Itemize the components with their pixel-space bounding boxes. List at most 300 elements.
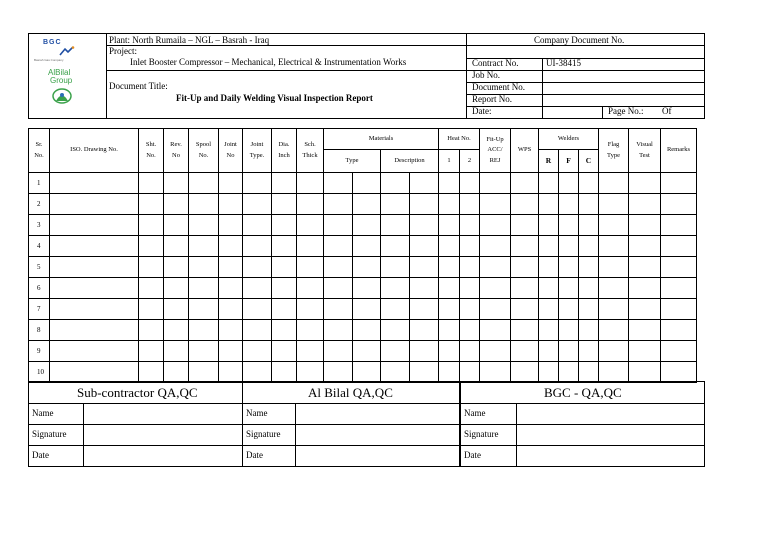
table-cell[interactable] <box>353 341 381 362</box>
company-document-no-label: Company Document No. <box>534 35 625 45</box>
table-cell[interactable] <box>139 341 164 362</box>
table-cell[interactable] <box>579 257 599 278</box>
table-cell[interactable] <box>661 299 697 320</box>
table-cell[interactable] <box>559 278 579 299</box>
table-cell[interactable] <box>219 173 243 194</box>
bgc-date-field[interactable] <box>517 445 703 464</box>
page-no-label: Page No.: <box>608 106 644 116</box>
table-cell[interactable] <box>164 341 189 362</box>
date-label: Date: <box>472 106 492 116</box>
table-cell[interactable] <box>353 194 381 215</box>
table-cell[interactable] <box>50 173 139 194</box>
table-cell[interactable] <box>219 362 243 383</box>
table-cell[interactable] <box>480 194 511 215</box>
table-cell[interactable] <box>189 278 219 299</box>
table-cell[interactable] <box>439 257 460 278</box>
table-cell[interactable] <box>460 257 480 278</box>
table-cell[interactable] <box>139 236 164 257</box>
table-cell[interactable] <box>324 278 353 299</box>
table-cell[interactable] <box>243 215 272 236</box>
table-cell[interactable] <box>324 215 353 236</box>
table-cell[interactable] <box>324 236 353 257</box>
sub-contractor-date-field[interactable] <box>84 445 240 464</box>
table-cell[interactable] <box>579 299 599 320</box>
col-wps: WPS <box>511 129 539 173</box>
table-cell[interactable] <box>189 320 219 341</box>
col-iso-drawing: ISO. Drawing No. <box>50 129 139 173</box>
table-cell[interactable] <box>410 194 439 215</box>
table-cell[interactable] <box>539 194 559 215</box>
contract-no-label: Contract No. <box>472 58 519 68</box>
table-cell[interactable] <box>410 257 439 278</box>
table-row <box>29 257 697 278</box>
table-cell[interactable] <box>539 215 559 236</box>
of-label: Of <box>662 106 672 116</box>
table-cell[interactable] <box>324 299 353 320</box>
table-cell[interactable] <box>353 215 381 236</box>
table-cell[interactable] <box>579 194 599 215</box>
col-remarks: Remarks <box>661 129 697 173</box>
bgc-signature-label: Signature <box>464 429 499 439</box>
table-cell[interactable] <box>539 299 559 320</box>
table-cell[interactable] <box>480 257 511 278</box>
contract-no-value: UI-38415 <box>546 58 581 68</box>
row-number: 1 <box>29 173 50 194</box>
table-cell[interactable] <box>272 194 297 215</box>
table-cell[interactable] <box>381 320 410 341</box>
bgc-logo-text: BGC <box>43 39 62 46</box>
table-cell[interactable] <box>511 215 539 236</box>
table-cell[interactable] <box>272 173 297 194</box>
table-cell[interactable] <box>297 362 324 383</box>
table-cell[interactable] <box>511 362 539 383</box>
table-cell[interactable] <box>272 341 297 362</box>
col-welder-c: C <box>579 150 599 173</box>
table-cell[interactable] <box>539 278 559 299</box>
table-cell[interactable] <box>599 257 629 278</box>
table-cell[interactable] <box>579 320 599 341</box>
inspection-table <box>28 128 697 383</box>
table-cell[interactable] <box>539 236 559 257</box>
table-cell[interactable] <box>480 299 511 320</box>
table-cell[interactable] <box>164 173 189 194</box>
table-cell[interactable] <box>511 194 539 215</box>
table-cell[interactable] <box>189 215 219 236</box>
document-no-label: Document No. <box>472 82 525 92</box>
table-cell[interactable] <box>272 215 297 236</box>
table-cell[interactable] <box>579 341 599 362</box>
table-cell[interactable] <box>480 341 511 362</box>
table-cell[interactable] <box>297 173 324 194</box>
table-row <box>29 320 697 341</box>
table-cell[interactable] <box>410 341 439 362</box>
table-cell[interactable] <box>219 299 243 320</box>
table-cell[interactable] <box>460 173 480 194</box>
table-cell[interactable] <box>324 341 353 362</box>
table-cell[interactable] <box>139 278 164 299</box>
table-cell[interactable] <box>511 341 539 362</box>
plant-text: Plant: North Rumaila – NGL – Basrah - Iraq <box>109 35 270 45</box>
table-cell[interactable] <box>272 257 297 278</box>
row-number: 4 <box>29 236 50 257</box>
table-cell[interactable] <box>353 362 381 383</box>
table-cell[interactable] <box>599 299 629 320</box>
bgc-date-label: Date <box>464 450 481 460</box>
table-cell[interactable] <box>539 257 559 278</box>
table-cell[interactable] <box>559 341 579 362</box>
table-cell[interactable] <box>324 194 353 215</box>
sub-contractor-qaqc-heading: Sub-contractor QA,QC <box>77 385 198 400</box>
table-cell[interactable] <box>219 278 243 299</box>
table-cell[interactable] <box>661 215 697 236</box>
table-cell[interactable] <box>460 278 480 299</box>
table-cell[interactable] <box>219 215 243 236</box>
table-cell[interactable] <box>629 299 661 320</box>
table-cell[interactable] <box>50 257 139 278</box>
table-cell[interactable] <box>164 362 189 383</box>
table-cell[interactable] <box>219 257 243 278</box>
table-cell[interactable] <box>511 173 539 194</box>
row-number: 6 <box>29 278 50 299</box>
table-row <box>29 299 697 320</box>
col-flag-type: Flag Type <box>599 129 629 173</box>
sub-contractor-name-field[interactable] <box>84 403 240 422</box>
table-cell[interactable] <box>439 215 460 236</box>
table-cell[interactable] <box>139 215 164 236</box>
table-cell[interactable] <box>381 215 410 236</box>
table-cell[interactable] <box>297 278 324 299</box>
table-cell[interactable] <box>559 299 579 320</box>
table-cell[interactable] <box>661 362 697 383</box>
table-cell[interactable] <box>272 278 297 299</box>
table-cell[interactable] <box>599 362 629 383</box>
albilal-qaqc-heading: Al Bilal QA,QC <box>308 385 393 400</box>
table-cell[interactable] <box>629 194 661 215</box>
row-number: 2 <box>29 194 50 215</box>
bgc-name-field[interactable] <box>517 403 703 422</box>
table-cell[interactable] <box>559 173 579 194</box>
table-cell[interactable] <box>243 299 272 320</box>
col-spool-no: Spool No. <box>189 129 219 173</box>
table-cell[interactable] <box>439 299 460 320</box>
sub-contractor-signature-label: Signature <box>32 429 67 439</box>
table-cell[interactable] <box>661 320 697 341</box>
table-cell[interactable] <box>629 173 661 194</box>
table-cell[interactable] <box>439 362 460 383</box>
table-cell[interactable] <box>353 299 381 320</box>
table-cell[interactable] <box>410 362 439 383</box>
table-cell[interactable] <box>164 236 189 257</box>
table-cell[interactable] <box>297 194 324 215</box>
col-visual-test: Visual Test <box>629 129 661 173</box>
table-cell[interactable] <box>50 320 139 341</box>
table-cell[interactable] <box>297 257 324 278</box>
table-cell[interactable] <box>243 362 272 383</box>
table-cell[interactable] <box>164 278 189 299</box>
table-cell[interactable] <box>661 341 697 362</box>
table-cell[interactable] <box>324 257 353 278</box>
table-cell[interactable] <box>410 278 439 299</box>
table-cell[interactable] <box>559 215 579 236</box>
table-cell[interactable] <box>661 278 697 299</box>
table-cell[interactable] <box>243 194 272 215</box>
table-cell[interactable] <box>410 215 439 236</box>
table-cell[interactable] <box>164 194 189 215</box>
table-cell[interactable] <box>410 173 439 194</box>
table-cell[interactable] <box>243 278 272 299</box>
table-cell[interactable] <box>410 299 439 320</box>
table-cell[interactable] <box>272 362 297 383</box>
table-cell[interactable] <box>219 194 243 215</box>
table-cell[interactable] <box>50 278 139 299</box>
table-cell[interactable] <box>189 173 219 194</box>
col-heat-1: 1 <box>439 150 460 173</box>
table-cell[interactable] <box>50 215 139 236</box>
table-cell[interactable] <box>579 362 599 383</box>
col-rev-no: Rev. No <box>164 129 189 173</box>
table-cell[interactable] <box>629 341 661 362</box>
table-cell[interactable] <box>480 362 511 383</box>
table-cell[interactable] <box>297 341 324 362</box>
bgc-logo-icon <box>59 46 75 56</box>
albilal-logo-line1: AlBilal <box>48 68 71 77</box>
table-cell[interactable] <box>139 257 164 278</box>
table-cell[interactable] <box>480 215 511 236</box>
table-cell[interactable] <box>381 341 410 362</box>
table-cell[interactable] <box>460 215 480 236</box>
col-materials-description: Description <box>381 150 439 173</box>
table-cell[interactable] <box>381 236 410 257</box>
table-cell[interactable] <box>189 362 219 383</box>
table-cell[interactable] <box>381 257 410 278</box>
table-cell[interactable] <box>243 257 272 278</box>
col-heat-no: Heat No. <box>439 129 480 150</box>
table-cell[interactable] <box>381 362 410 383</box>
table-cell[interactable] <box>559 194 579 215</box>
table-cell[interactable] <box>219 236 243 257</box>
table-cell[interactable] <box>511 299 539 320</box>
table-cell[interactable] <box>297 320 324 341</box>
col-welders: Welders <box>539 129 599 150</box>
table-cell[interactable] <box>324 362 353 383</box>
table-cell[interactable] <box>297 236 324 257</box>
table-cell[interactable] <box>629 362 661 383</box>
albilal-date-label: Date <box>246 450 263 460</box>
table-cell[interactable] <box>439 194 460 215</box>
table-row <box>29 341 697 362</box>
table-cell[interactable] <box>243 341 272 362</box>
table-cell[interactable] <box>439 278 460 299</box>
table-cell[interactable] <box>353 257 381 278</box>
table-cell[interactable] <box>559 320 579 341</box>
col-joint-type: Joint Type. <box>243 129 272 173</box>
table-cell[interactable] <box>219 320 243 341</box>
table-cell[interactable] <box>480 173 511 194</box>
table-cell[interactable] <box>579 236 599 257</box>
col-welder-r: R <box>539 150 559 173</box>
table-cell[interactable] <box>164 257 189 278</box>
table-cell[interactable] <box>599 236 629 257</box>
table-cell[interactable] <box>439 236 460 257</box>
table-row <box>29 215 697 236</box>
col-welder-f: F <box>559 150 579 173</box>
table-cell[interactable] <box>460 362 480 383</box>
table-cell[interactable] <box>353 320 381 341</box>
col-materials: Materials <box>324 129 439 150</box>
table-cell[interactable] <box>189 257 219 278</box>
table-cell[interactable] <box>139 299 164 320</box>
table-cell[interactable] <box>559 362 579 383</box>
table-cell[interactable] <box>381 194 410 215</box>
table-cell[interactable] <box>353 173 381 194</box>
table-cell[interactable] <box>599 173 629 194</box>
col-heat-2: 2 <box>460 150 480 173</box>
table-cell[interactable] <box>139 173 164 194</box>
table-cell[interactable] <box>50 299 139 320</box>
albilal-date-field[interactable] <box>296 445 456 464</box>
table-cell[interactable] <box>460 320 480 341</box>
table-cell[interactable] <box>559 236 579 257</box>
table-cell[interactable] <box>410 320 439 341</box>
table-cell[interactable] <box>579 278 599 299</box>
project-name: Inlet Booster Compressor – Mechanical, Electrical & Instrumentation Works <box>130 57 407 67</box>
table-cell[interactable] <box>50 341 139 362</box>
col-joint-no: Joint No <box>219 129 243 173</box>
table-cell[interactable] <box>50 194 139 215</box>
table-cell[interactable] <box>353 236 381 257</box>
table-cell[interactable] <box>189 194 219 215</box>
table-cell[interactable] <box>189 341 219 362</box>
table-cell[interactable] <box>539 362 559 383</box>
col-sr-no: Sr. No. <box>29 129 50 173</box>
table-cell[interactable] <box>511 278 539 299</box>
table-cell[interactable] <box>324 320 353 341</box>
table-cell[interactable] <box>599 278 629 299</box>
table-cell[interactable] <box>439 173 460 194</box>
table-cell[interactable] <box>661 194 697 215</box>
table-cell[interactable] <box>460 194 480 215</box>
table-cell[interactable] <box>559 257 579 278</box>
table-cell[interactable] <box>139 194 164 215</box>
table-cell[interactable] <box>243 320 272 341</box>
table-cell[interactable] <box>139 320 164 341</box>
table-row <box>29 173 697 194</box>
albilal-logo-icon <box>52 88 72 104</box>
table-cell[interactable] <box>164 215 189 236</box>
table-row <box>29 362 697 383</box>
col-sch: Sch. Thick <box>297 129 324 173</box>
table-cell[interactable] <box>480 236 511 257</box>
table-cell[interactable] <box>629 320 661 341</box>
table-cell[interactable] <box>297 215 324 236</box>
table-cell[interactable] <box>539 173 559 194</box>
table-cell[interactable] <box>439 320 460 341</box>
document-title-label: Document Title: <box>109 81 168 91</box>
project-label: Project: <box>109 46 137 56</box>
row-number: 5 <box>29 257 50 278</box>
table-cell[interactable] <box>219 341 243 362</box>
table-cell[interactable] <box>410 236 439 257</box>
table-cell[interactable] <box>272 299 297 320</box>
table-cell[interactable] <box>189 236 219 257</box>
bgc-logo-tagline: Basrah Gas Company <box>34 58 64 62</box>
table-cell[interactable] <box>511 236 539 257</box>
table-cell[interactable] <box>439 341 460 362</box>
table-cell[interactable] <box>381 278 410 299</box>
table-cell[interactable] <box>381 173 410 194</box>
table-row <box>29 278 697 299</box>
document-title: Fit-Up and Daily Welding Visual Inspection Report <box>176 93 373 103</box>
table-cell[interactable] <box>599 194 629 215</box>
albilal-signature-label: Signature <box>246 429 281 439</box>
table-cell[interactable] <box>50 236 139 257</box>
table-cell[interactable] <box>381 299 410 320</box>
table-cell[interactable] <box>164 299 189 320</box>
table-cell[interactable] <box>460 236 480 257</box>
table-cell[interactable] <box>189 299 219 320</box>
table-cell[interactable] <box>460 299 480 320</box>
table-cell[interactable] <box>579 173 599 194</box>
albilal-name-label: Name <box>246 408 268 418</box>
row-number: 9 <box>29 341 50 362</box>
table-cell[interactable] <box>511 320 539 341</box>
table-cell[interactable] <box>661 257 697 278</box>
table-cell[interactable] <box>599 320 629 341</box>
table-cell[interactable] <box>629 278 661 299</box>
table-row <box>29 194 697 215</box>
table-cell[interactable] <box>139 362 164 383</box>
table-cell[interactable] <box>579 215 599 236</box>
table-cell[interactable] <box>629 215 661 236</box>
albilal-logo-line2: Group <box>50 76 73 85</box>
table-cell[interactable] <box>629 236 661 257</box>
bgc-signature-field[interactable] <box>517 424 703 443</box>
sub-contractor-signature-field[interactable] <box>84 424 240 443</box>
bgc-qaqc-heading: BGC - QA,QC <box>544 385 622 400</box>
col-fitup: Fit-Up ACC/ REJ <box>480 129 511 173</box>
table-cell[interactable] <box>480 320 511 341</box>
table-cell[interactable] <box>353 278 381 299</box>
job-no-label: Job No. <box>472 70 501 80</box>
sub-contractor-date-label: Date <box>32 450 49 460</box>
albilal-signature-field[interactable] <box>296 424 456 443</box>
sub-contractor-name-label: Name <box>32 408 54 418</box>
table-cell[interactable] <box>272 320 297 341</box>
table-cell[interactable] <box>539 320 559 341</box>
row-number: 7 <box>29 299 50 320</box>
table-cell[interactable] <box>511 257 539 278</box>
col-dia: Dia. Inch <box>272 129 297 173</box>
table-cell[interactable] <box>599 341 629 362</box>
table-cell[interactable] <box>324 173 353 194</box>
table-cell[interactable] <box>460 341 480 362</box>
albilal-name-field[interactable] <box>296 403 456 422</box>
table-cell[interactable] <box>599 215 629 236</box>
table-cell[interactable] <box>243 236 272 257</box>
table-cell[interactable] <box>272 236 297 257</box>
report-no-label: Report No. <box>472 94 512 104</box>
table-cell[interactable] <box>539 341 559 362</box>
table-cell[interactable] <box>297 299 324 320</box>
table-cell[interactable] <box>629 257 661 278</box>
table-cell[interactable] <box>50 362 139 383</box>
table-cell[interactable] <box>164 320 189 341</box>
table-cell[interactable] <box>243 173 272 194</box>
table-cell[interactable] <box>661 236 697 257</box>
table-cell[interactable] <box>480 278 511 299</box>
table-cell[interactable] <box>661 173 697 194</box>
table-header-row <box>29 129 697 150</box>
